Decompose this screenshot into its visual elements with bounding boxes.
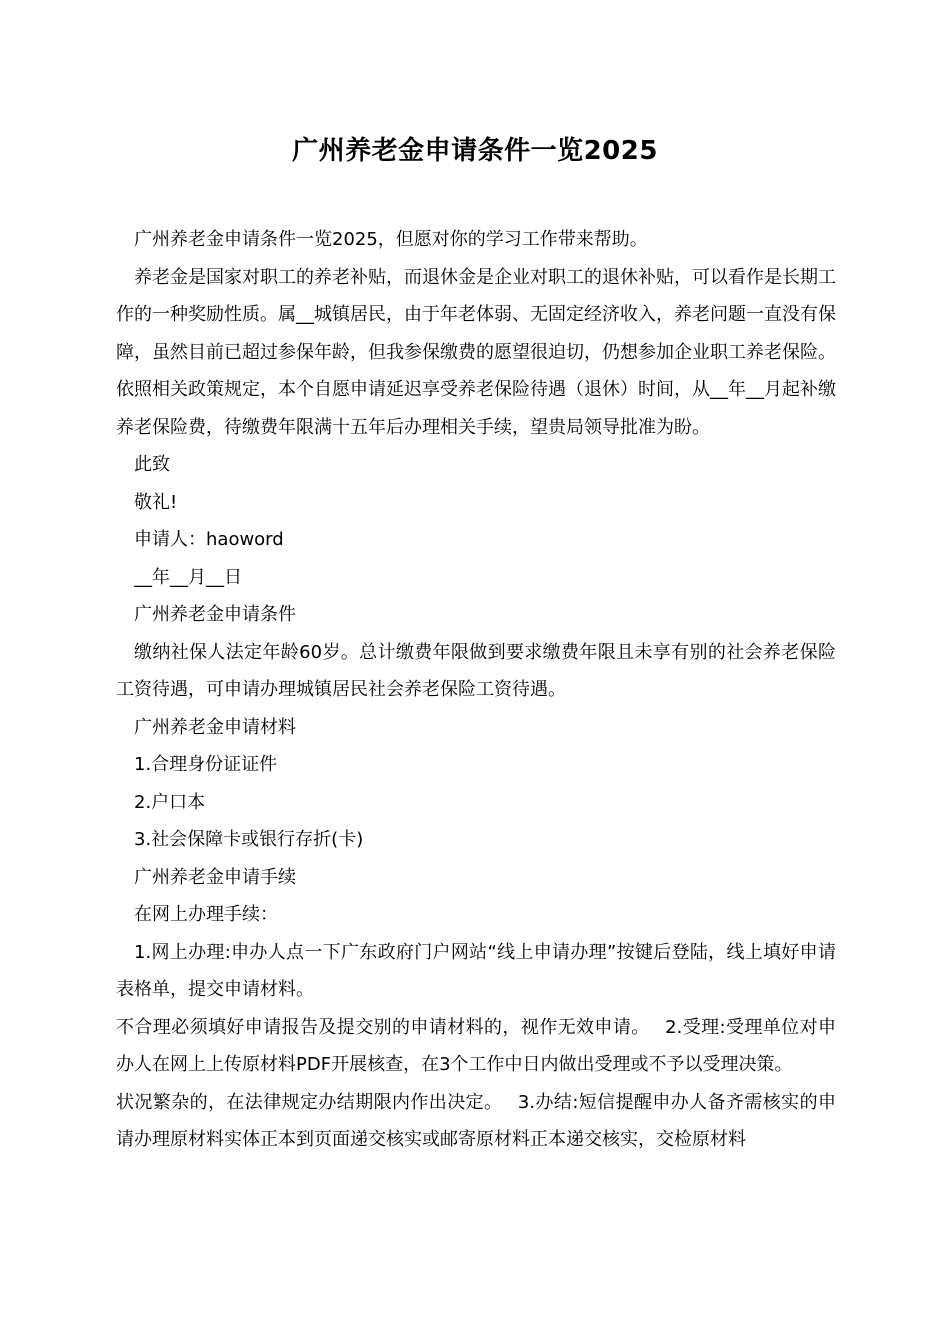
heading-procedures: 广州养老金申请手续 (134, 866, 296, 888)
paragraph-applicant: 申请人：haoword (134, 529, 284, 550)
paragraph-application-letter: 养老金是国家对职工的养老补贴，而退休金是企业对职工的退休补贴，可以看作是长期工作的一种奖励性质。属__城镇居民，由于年老体弱、无固定经济收入，养老问题一直没有保障，虽然目前已超过参保年龄，但我参保缴费的愿望很迫切，仍想参加企业职工养老保险。依照相关政策规定，本个自愿申请延迟享受养老保险待遇（退休）时间，从__年__月起补缴养老保险费，待缴费年限满十五年后办理相关手续，望贵局领导批准为盼。 (116, 266, 836, 438)
paragraph-conditions: 缴纳社保人法定年龄60岁。总计缴费年限做到要求缴费年限且未享有别的社会养老保险工资待遇，可申请办理城镇居民社会养老保险工资待遇。 (116, 641, 836, 700)
paragraph-regards: 敬礼! (134, 491, 178, 513)
heading-conditions: 广州养老金申请条件 (134, 604, 296, 625)
heading-materials: 广州养老金申请材料 (134, 716, 296, 738)
list-item-material-3: 3.社会保障卡或银行存折(卡) (134, 829, 364, 850)
paragraph-online-procedures: 在网上办理手续： (134, 904, 278, 925)
paragraph-step-completion: 状况繁杂的，在法律规定办结期限内作出决定。 3.办结:短信提醒申办人备齐需核实的申请办理原材料实体正本到页面递交核实或邮寄原材料正本递交核实，交检原材料 (116, 1091, 836, 1150)
list-item-material-2: 2.户口本 (134, 791, 206, 813)
paragraph-step-online: 1.网上办理:申办人点一下广东政府门户网站“线上申请办理”按键后登陆，线上填好申请表格单，提交申请材料。 (116, 941, 836, 1000)
list-item-material-1: 1.合理身份证证件 (134, 754, 278, 775)
paragraph-intro: 广州养老金申请条件一览2025，但愿对你的学习工作带来帮助。 (134, 229, 648, 250)
paragraph-step-acceptance: 不合理必须填好申请报告及提交别的申请材料的，视作无效申请。 2.受理:受理单位对申办人在网上上传原材料PDF开展核查，在3个工作中日内做出受理或不予以受理决策。 (116, 1016, 836, 1075)
paragraph-date: __年__月__日 (134, 566, 242, 588)
document-body (116, 221, 836, 1159)
document-title: 广州养老金申请条件一览2025 (292, 136, 658, 166)
paragraph-salutation: 此致 (134, 454, 170, 475)
